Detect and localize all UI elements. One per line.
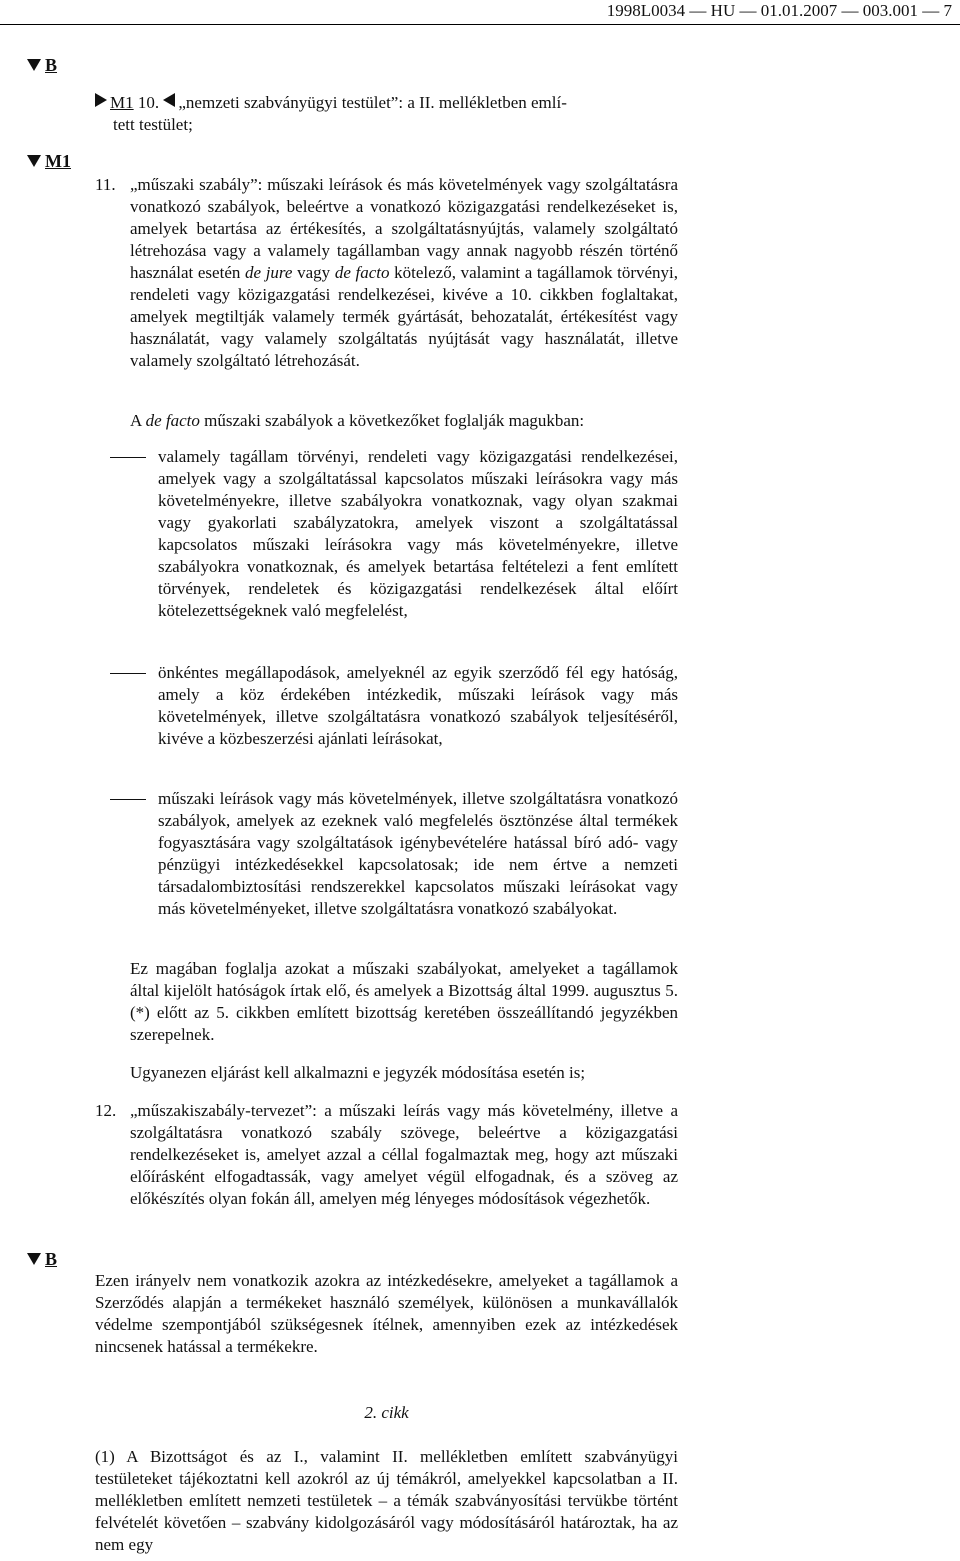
item-11-number: 11. <box>95 175 116 194</box>
paragraph-ugyanezen-text: Ugyanezen eljárást kell alkalmazni e jegyzék módosítása esetén is; <box>130 1063 586 1082</box>
item-10-ref-code: M1 <box>110 93 134 112</box>
marker-code: M1 <box>45 151 71 171</box>
dash-item-3-text: műszaki leírások vagy más követelmények, illetve szolgáltatásra vonatkozó szabályok, amelyek az ezeknek való megfelelés ösztönzése által termékek fogyasztására vagy szolgáltatások igénybevételére hatással bíró adó- vagy pénzügyi intézkedésekkel kapcsolatosak; ide nem értve a nemzeti társadalombiztosítási rendszerekkel kapcsolatos műszaki leírásokat vagy más követelményeket, illetve szolgáltatásra vonatkozó szabályokat. <box>158 789 678 918</box>
triangle-down-icon <box>27 1253 41 1265</box>
dash-item-1 <box>110 446 678 622</box>
item-12-definition <box>130 1100 678 1210</box>
amendment-marker-b <box>27 54 57 76</box>
item-10-text-line1: „nemzeti szabványügyi testület”: a II. mellékletben emlí- <box>178 93 567 112</box>
item-11-de-jure: de jure <box>245 263 293 282</box>
paragraph-1-text: (1) A Bizottságot és az I., valamint II. mellékletben említett szabványügyi testületeket tájékoztatni kell azokról az új témákról, amelyekkel kapcsolatban a II. mellékletben említett nemzeti testületek – a témák szabványosítási tervükbe történt felvételét követően – szabvány kidolgozásáról vagy módosításáról határoztak, ha az nem egy <box>95 1447 678 1554</box>
paragraph-1 <box>95 1446 678 1556</box>
item-12-text: „műszakiszabály-tervezet”: a műszaki leírás vagy más követelmény, illetve a szolgáltatásra vonatkozó szabály szövege, beleértve a közigazgatási rendelkezéseket is, amelyet azzal a céllal fogalmaztak meg, hogy azt műszaki előírásként elfogadtassák, vagy amelyet végül elfogadnak, és a szöveg az előkészítés olyan fokán áll, amelyen még lényeges módosítások végezhetők. <box>130 1101 678 1208</box>
intro-a: A <box>130 411 146 430</box>
item-11-intro <box>130 410 678 432</box>
paragraph-ezen-iranyelv <box>95 1270 678 1358</box>
paragraph-ez-magaban-text: Ez magában foglalja azokat a műszaki szabályokat, amelyeket a tagállamok által kijelölt hatóságok írtak elő, és amelyek a Bizottság által 1999. augusztus 5. (*) előtt az 5. cikkben említett bizottság keretében összeállítandó jegyzékben szerepelnek. <box>130 959 678 1044</box>
paragraph-ezen-iranyelv-text: Ezen irányelv nem vonatkozik azokra az intézkedésekre, amelyeket a tagállamok a Szerződés alapján a termékeket használó személyek, különösen a munkavállalók védelme szempontjából szükségesnek ítélnek, amennyiben ezek az intézkedések nincsenek hatással a termékekre. <box>95 1271 678 1356</box>
dash-item-2-text: önkéntes megállapodások, amelyeknél az egyik szerződő fél egy hatóság, amely a köz érdekében intézkedik, műszaki leírások vagy más követelmények, illetve szolgáltatásra vonatkozó szabályok teljesítéséről, kivéve a közbeszerzési ajánlati leírásokat, <box>158 663 678 748</box>
document-header <box>0 0 960 25</box>
amendment-marker-b <box>27 1248 57 1270</box>
triangle-left-icon <box>163 93 175 107</box>
document-reference: 1998L0034 — HU — 01.01.2007 — 003.001 — 7 <box>606 1 952 20</box>
article-title <box>95 1402 678 1424</box>
paragraph-ugyanezen <box>130 1062 678 1084</box>
marker-code: B <box>45 55 58 75</box>
em-dash <box>110 673 146 674</box>
marker-code: B <box>45 1249 58 1269</box>
article-title-text: 2. cikk <box>364 1403 409 1422</box>
item-11-text-part2: kötelező, valamint a tagállamok törvényi, rendeleti vagy közigazgatási rendelkezései, kivéve a 10. cikkben foglaltakat, amelyek megtiltják valamely termék gyártását, behozatalát, értékesítést vagy használatát, vagy valamely szolgáltatás nyújtását vagy használatát, illetve valamely szolgáltató létrehozását. <box>130 263 679 370</box>
dash-item-3 <box>110 788 678 920</box>
item-10 <box>95 92 677 136</box>
dash-item-1-text: valamely tagállam törvényi, rendeleti vagy közigazgatási rendelkezései, amelyek vagy a szolgáltatással kapcsolatos műszaki leírásokra vagy más követelményekre, illetve szabályokra vonatkoznak, vagy olyan szakmai vagy gyakorlati szabályzatokra, amelyek viszont a szolgáltatással kapcsolatos műszaki leírásokra vagy más követelményekre, illetve szabályokra vonatkoznak, és amelyek betartása feltételezi a fent említett törvények, rendeletek és közigazgatási rendelkezések által előírt kötelezettségeknek való megfelelést, <box>158 447 678 620</box>
dash-item-2 <box>110 662 678 750</box>
triangle-right-icon <box>95 93 107 107</box>
item-11-vagy: vagy <box>292 263 335 282</box>
item-12-number: 12. <box>95 1101 117 1120</box>
triangle-down-icon <box>27 59 41 71</box>
item-11-text-part1: „műszaki szabály”: műszaki leírások és más követelmények vagy szolgáltatásra vonatkozó szabályok, beleértve a vonatkozó közigazgatási rendelkezéseket is, amelyek betartása az értékesítés, a szolgáltatásnyújtás, valamely szolgáltató létrehozása vagy a valamely tagállamban vagy annak nagyobb részén történő használat esetén <box>130 175 678 282</box>
em-dash <box>110 799 146 800</box>
item-11-de-facto: de facto <box>334 263 390 282</box>
triangle-down-icon <box>27 155 41 167</box>
amendment-marker-m1 <box>27 150 71 172</box>
paragraph-ez-magaban <box>130 958 678 1046</box>
intro-rest: műszaki szabályok a következőket foglalják magukban: <box>199 411 585 430</box>
item-11-definition <box>130 174 678 372</box>
em-dash <box>110 457 146 458</box>
item-10-number: 10. <box>137 93 160 112</box>
item-10-text-line2: tett testület; <box>113 115 193 134</box>
intro-de-facto: de facto <box>145 411 200 430</box>
